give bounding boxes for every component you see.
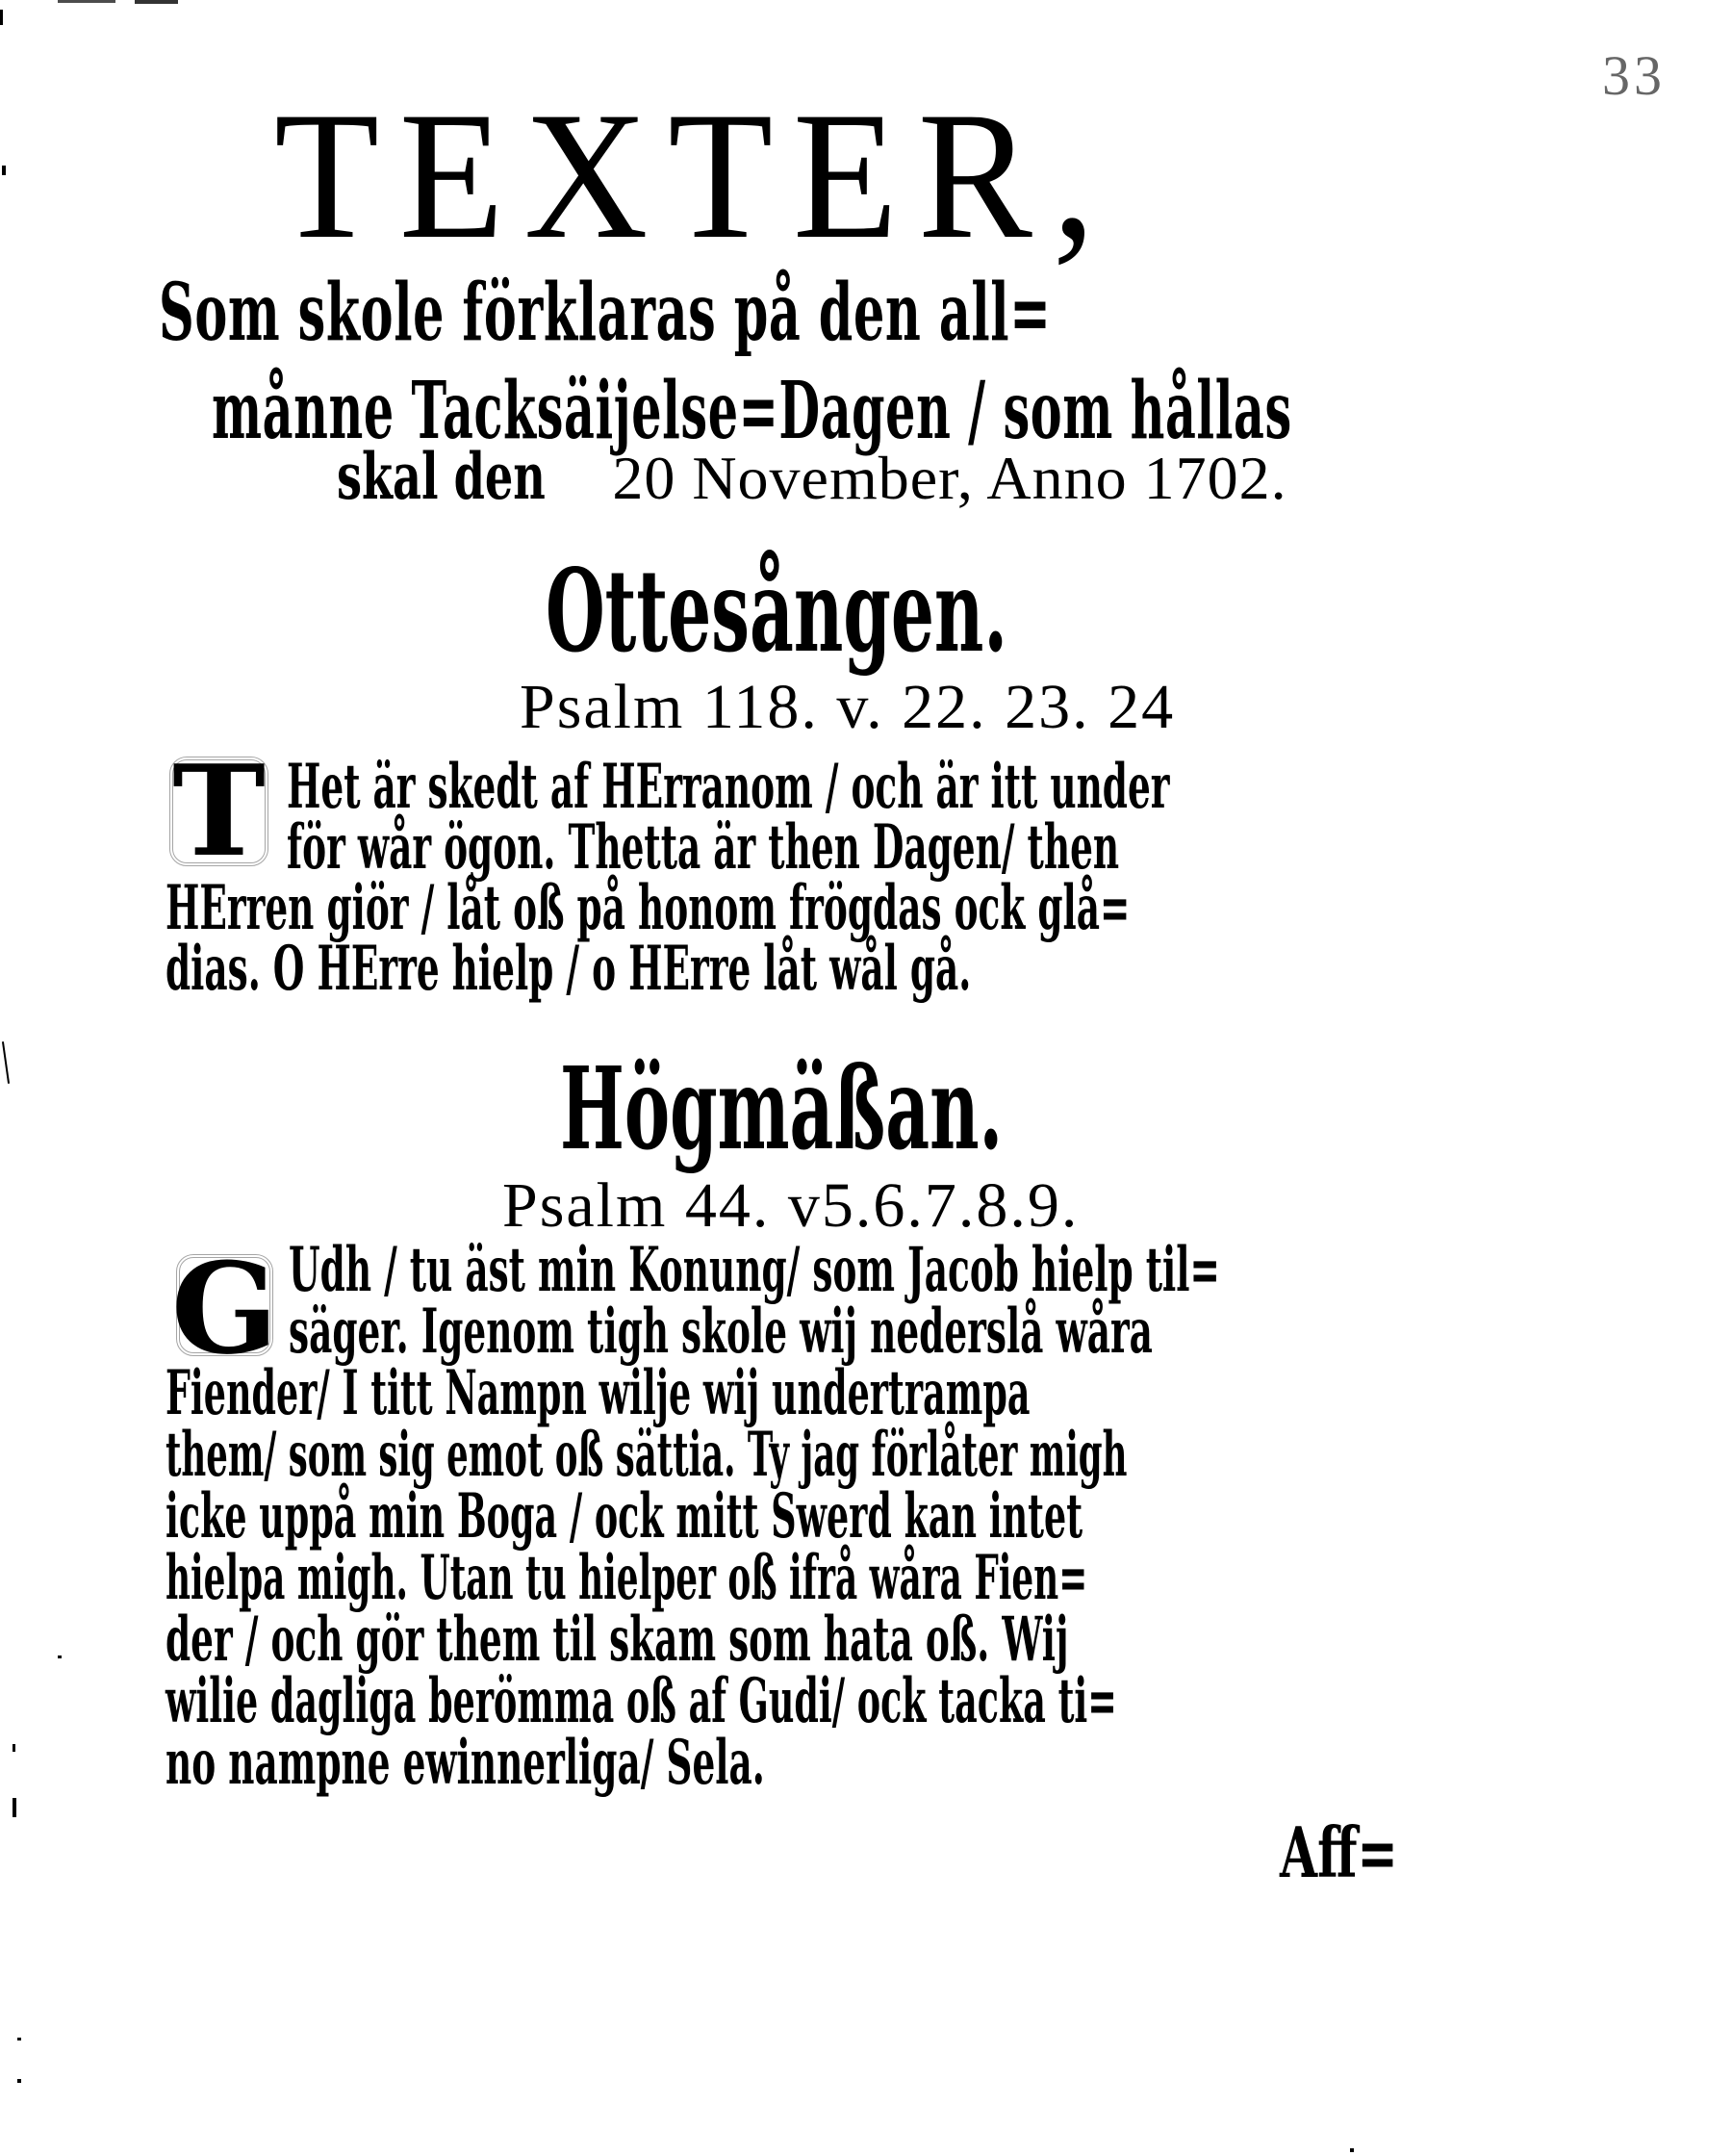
text-line: säger. Igenom tigh skole wij nederslå wåra (289, 1296, 1153, 1368)
ornamental-drop-cap-icon: G (170, 1235, 279, 1382)
text-line: no nampne ewinnerliga/ Sela. (166, 1727, 765, 1799)
text-line: der / och gör them til skam som hata oß. Wij (166, 1604, 1069, 1676)
scan-speck (58, 1656, 62, 1658)
text-line: them/ som sig emot oß sättia. Ty jag förlåter migh (166, 1419, 1128, 1491)
page-number: 33 (1602, 44, 1666, 107)
text-line: icke uppå min Boga / ock mitt Swerd kan intet (166, 1480, 1083, 1553)
text-line: wilie dagliga berömma oß af Gudi/ ock tacka ti= (166, 1665, 1117, 1737)
ornamental-drop-cap-icon: T (164, 751, 274, 872)
text-line: Het är skedt af HErranom / och är itt under (287, 751, 1170, 823)
scan-speck (13, 1744, 15, 1752)
scan-speck (0, 10, 3, 25)
subtitle-line-1: Som skole förklaras på den all= (159, 267, 1052, 359)
section-heading-hogmassan: Högmäßan. (560, 1041, 1004, 1175)
scan-speck (2, 1041, 10, 1084)
page-title: TEXTER, (274, 75, 1115, 277)
psalm-reference-44: Psalm 44. v5.6.7.8.9. (502, 1170, 1080, 1241)
scan-speck (2, 166, 6, 175)
psalm-reference-118: Psalm 118. v. 22. 23. 24 (520, 672, 1176, 742)
subtitle-line-3 (337, 441, 1287, 514)
text-line: hielpa migh. Utan tu hielper oß ifrå wåra Fien= (166, 1542, 1088, 1614)
text-line: för wår ögon. Thetta är then Dagen/ then (287, 811, 1120, 884)
section-heading-ottesangen: Ottesången. (546, 544, 1008, 678)
subtitle-fraktur-part: skal den (337, 439, 546, 514)
scan-speck (17, 2038, 21, 2040)
text-line: HErren giör / låt oß på honom frögdas ock glå= (166, 872, 1131, 944)
scan-speck (135, 0, 178, 4)
text-line: Udh / tu äst min Konung/ som Jacob hielp til= (289, 1234, 1220, 1306)
scan-speck (17, 2079, 21, 2083)
catchword: Aff= (1280, 1811, 1398, 1893)
scan-speck (13, 1798, 16, 1817)
subtitle-line-2: månne Tacksäijelse=Dagen / som hållas (212, 365, 1292, 457)
scan-speck (1350, 2148, 1354, 2152)
text-line: dias. O HErre hielp / o HErre låt wål gå. (166, 933, 972, 1005)
subtitle-date: 20 November, Anno 1702. (612, 444, 1287, 512)
scan-speck (58, 0, 115, 3)
text-line: Fiender/ I titt Nampn wilje wij undertrampa (166, 1357, 1031, 1429)
